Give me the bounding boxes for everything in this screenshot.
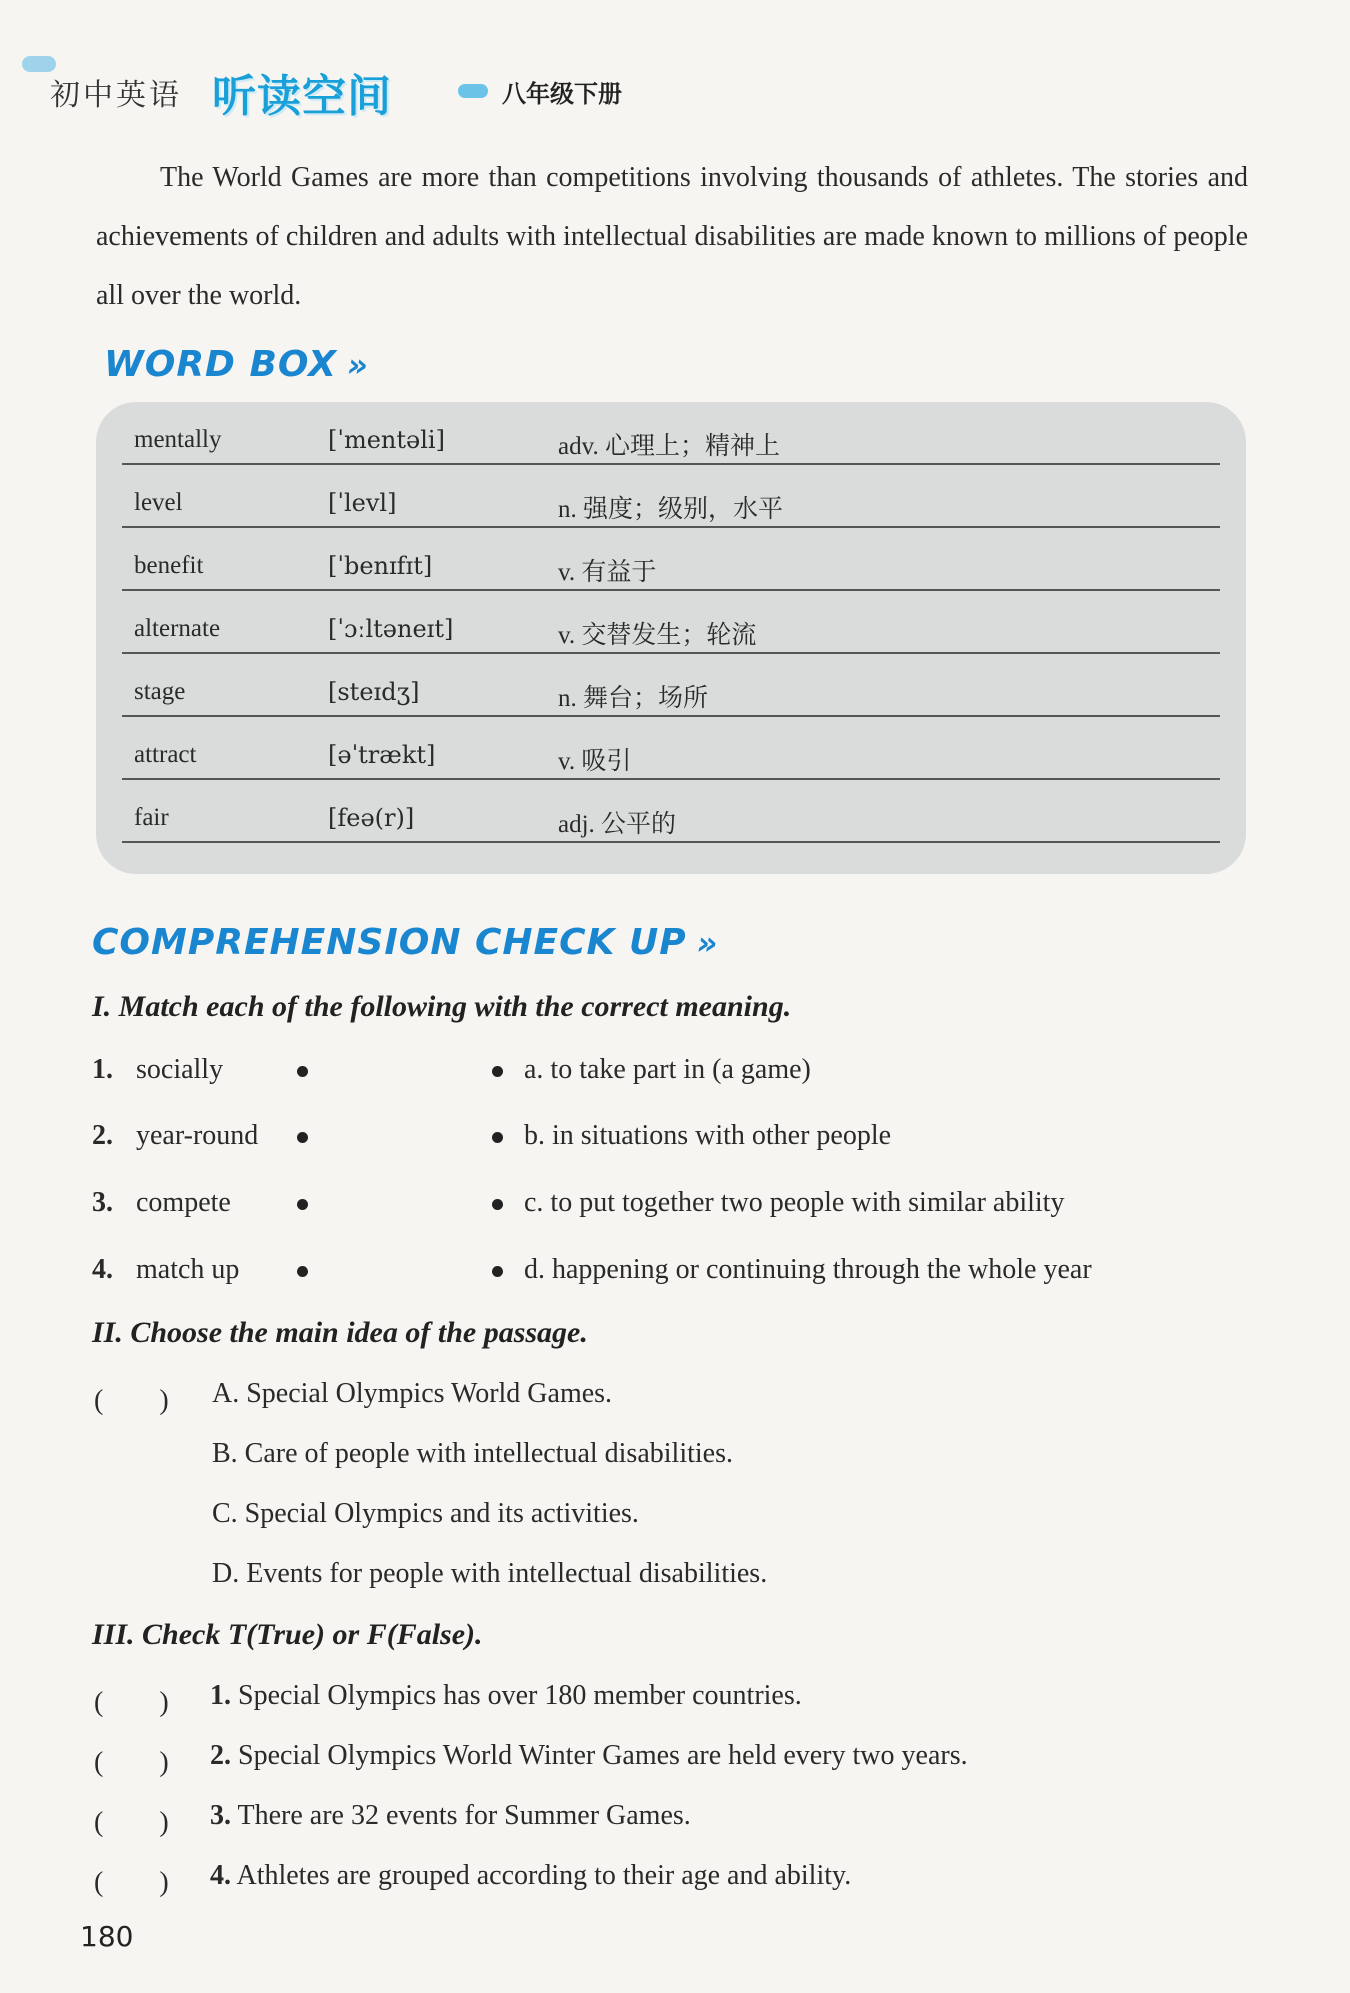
tf-number: 2. [210, 1740, 231, 1771]
tf-item [210, 1680, 802, 1712]
match-number: 1. [92, 1054, 113, 1085]
series-title: 初中英语 [50, 78, 182, 113]
word-term: stage [134, 678, 186, 705]
match-definition: b. in situations with other people [524, 1120, 892, 1151]
word-meaning: adv. 心理上；精神上 [558, 433, 780, 460]
word-ipa: [ˈbenɪfɪt] [328, 552, 433, 580]
match-word: compete [136, 1187, 231, 1218]
word-meaning: v. 有益于 [558, 559, 657, 586]
tf-statement: Special Olympics World Winter Games are held every two years. [238, 1740, 968, 1771]
match-dot-left[interactable] [297, 1199, 308, 1210]
intro-text: The World Games are more than competitions involving thousands of athletes. The stories and achievements of children and adults with intellectual disabilities are made known to millions of people all over the world. [96, 162, 1248, 311]
answer-blank[interactable]: ( ) [94, 1867, 169, 1898]
word-meaning: v. 吸引 [558, 748, 632, 775]
tf-statement: Special Olympics has over 180 member countries. [238, 1680, 802, 1711]
match-item [92, 1187, 1242, 1227]
word-ipa: [ˈmentəli] [328, 426, 445, 454]
word-meaning: adj. 公平的 [558, 811, 677, 838]
word-ipa: [steɪdʒ] [328, 678, 420, 706]
tf-item [210, 1800, 691, 1832]
match-dot-right[interactable] [492, 1066, 503, 1077]
double-arrow-icon: » [696, 924, 719, 962]
match-dot-right[interactable] [492, 1132, 503, 1143]
match-dot-left[interactable] [297, 1132, 308, 1143]
option-d: D. Events for people with intellectual disabilities. [212, 1558, 768, 1589]
word-ipa: [əˈtrækt] [328, 741, 436, 769]
match-definition: d. happening or continuing through the whole year [524, 1254, 1092, 1285]
tf-statement: Athletes are grouped according to their age and ability. [236, 1860, 852, 1891]
word-box-heading [104, 344, 369, 385]
word-term: level [134, 489, 183, 516]
match-word: socially [136, 1054, 224, 1085]
word-entry [122, 402, 1220, 465]
word-entry [122, 717, 1220, 780]
word-term: attract [134, 741, 197, 768]
option-a: A. Special Olympics World Games. [212, 1378, 613, 1409]
match-definition: c. to put together two people with similar ability [524, 1187, 1065, 1218]
tf-item [210, 1740, 968, 1772]
match-dot-right[interactable] [492, 1266, 503, 1277]
page-number: 180 [80, 1920, 134, 1953]
tf-number: 4. [210, 1860, 231, 1891]
tf-number: 3. [210, 1800, 231, 1831]
grade-label: 八年级下册 [502, 80, 622, 108]
comprehension-title: COMPREHENSION CHECK UP [92, 922, 687, 963]
match-number: 3. [92, 1187, 113, 1218]
tf-statement: There are 32 events for Summer Games. [237, 1800, 691, 1831]
word-meaning: n. 强度；级别，水平 [558, 496, 784, 523]
part2-title: II. Choose the main idea of the passage. [92, 1316, 588, 1349]
match-number: 2. [92, 1120, 113, 1151]
page-header [22, 56, 722, 126]
match-item [92, 1254, 1242, 1294]
match-definition: a. to take part in (a game) [524, 1054, 811, 1085]
part1-title: I. Match each of the following with the correct meaning. [92, 990, 792, 1023]
answer-blank[interactable]: ( ) [94, 1807, 169, 1838]
word-box-title: WORD BOX [104, 344, 337, 385]
match-item [92, 1054, 1242, 1094]
double-arrow-icon: » [346, 346, 369, 384]
match-word: year-round [136, 1120, 259, 1151]
answer-blank[interactable]: ( ) [94, 1687, 169, 1718]
word-term: mentally [134, 426, 222, 453]
match-item [92, 1120, 1242, 1160]
part3-title: III. Check T(True) or F(False). [92, 1618, 483, 1651]
match-number: 4. [92, 1254, 113, 1285]
word-meaning: v. 交替发生；轮流 [558, 622, 757, 649]
tf-item [210, 1860, 851, 1892]
word-entry [122, 465, 1220, 528]
match-dot-left[interactable] [297, 1066, 308, 1077]
intro-paragraph [96, 148, 1248, 325]
word-entry [122, 591, 1220, 654]
option-b: B. Care of people with intellectual disabilities. [212, 1438, 733, 1469]
word-entry [122, 654, 1220, 717]
option-c: C. Special Olympics and its activities. [212, 1498, 639, 1529]
brand-logo: 听读空间 [212, 71, 392, 122]
answer-blank[interactable]: ( ) [94, 1747, 169, 1778]
word-ipa: [ˈɔːltəneɪt] [328, 615, 454, 643]
word-entry [122, 780, 1220, 843]
word-term: benefit [134, 552, 204, 579]
cloud-dot-icon [458, 84, 488, 98]
word-meaning: n. 舞台；场所 [558, 685, 709, 712]
word-entry [122, 528, 1220, 591]
word-ipa: [ˈlevl] [328, 489, 397, 517]
match-dot-right[interactable] [492, 1199, 503, 1210]
word-box [96, 402, 1246, 874]
comprehension-heading [92, 922, 718, 963]
word-term: fair [134, 804, 169, 831]
tf-number: 1. [210, 1680, 231, 1711]
answer-blank[interactable]: ( ) [94, 1385, 169, 1416]
match-word: match up [136, 1254, 240, 1285]
word-ipa: [feə(r)] [328, 804, 415, 832]
word-term: alternate [134, 615, 221, 642]
match-dot-left[interactable] [297, 1266, 308, 1277]
